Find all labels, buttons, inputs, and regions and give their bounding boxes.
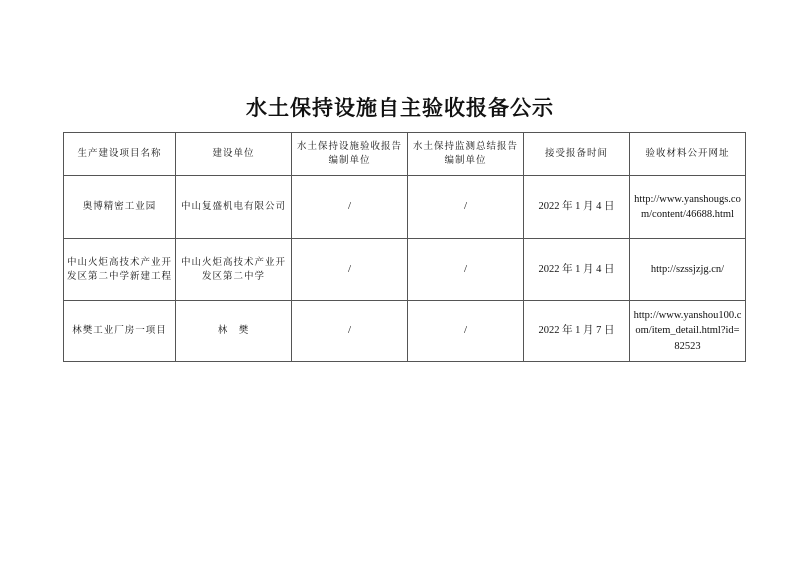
builder-cell: 中山火炬高技术产业开发区第二中学 <box>176 239 292 301</box>
monitoring-org-cell: / <box>408 301 524 362</box>
url-link[interactable]: http://szssjzjg.cn/ <box>630 239 746 301</box>
builder-cell: 林 樊 <box>176 301 292 362</box>
page-title: 水土保持设施自主验收报备公示 <box>246 96 554 120</box>
monitoring-org-cell: / <box>408 239 524 301</box>
header-monitoring-report-org: 水土保持监测总结报告编制单位 <box>408 133 524 176</box>
project-name-cell: 奥博精密工业园 <box>64 176 176 239</box>
project-name-cell: 中山火炬高技术产业开发区第二中学新建工程 <box>64 239 176 301</box>
filing-date-cell: 2022 年 1 月 4 日 <box>524 239 630 301</box>
monitoring-org-cell: / <box>408 176 524 239</box>
builder-cell: 中山复盛机电有限公司 <box>176 176 292 239</box>
table-row <box>64 239 746 301</box>
table-row <box>64 176 746 239</box>
header-project-name: 生产建设项目名称 <box>64 133 176 176</box>
acceptance-org-cell: / <box>292 176 408 239</box>
header-filing-date: 接受报备时间 <box>524 133 630 176</box>
acceptance-org-cell: / <box>292 239 408 301</box>
filing-date-cell: 2022 年 1 月 4 日 <box>524 176 630 239</box>
table-header-row <box>64 133 746 176</box>
header-builder: 建设单位 <box>176 133 292 176</box>
url-link[interactable]: http://www.yanshou100.com/item_detail.html?id=82523 <box>630 301 746 362</box>
table-row <box>64 301 746 362</box>
url-link[interactable]: http://www.yanshougs.com/content/46688.html <box>630 176 746 239</box>
acceptance-org-cell: / <box>292 301 408 362</box>
filing-table <box>63 132 746 362</box>
header-public-url: 验收材料公开网址 <box>630 133 746 176</box>
filing-date-cell: 2022 年 1 月 7 日 <box>524 301 630 362</box>
project-name-cell: 林樊工业厂房一项目 <box>64 301 176 362</box>
header-acceptance-report-org: 水土保持设施验收报告编制单位 <box>292 133 408 176</box>
